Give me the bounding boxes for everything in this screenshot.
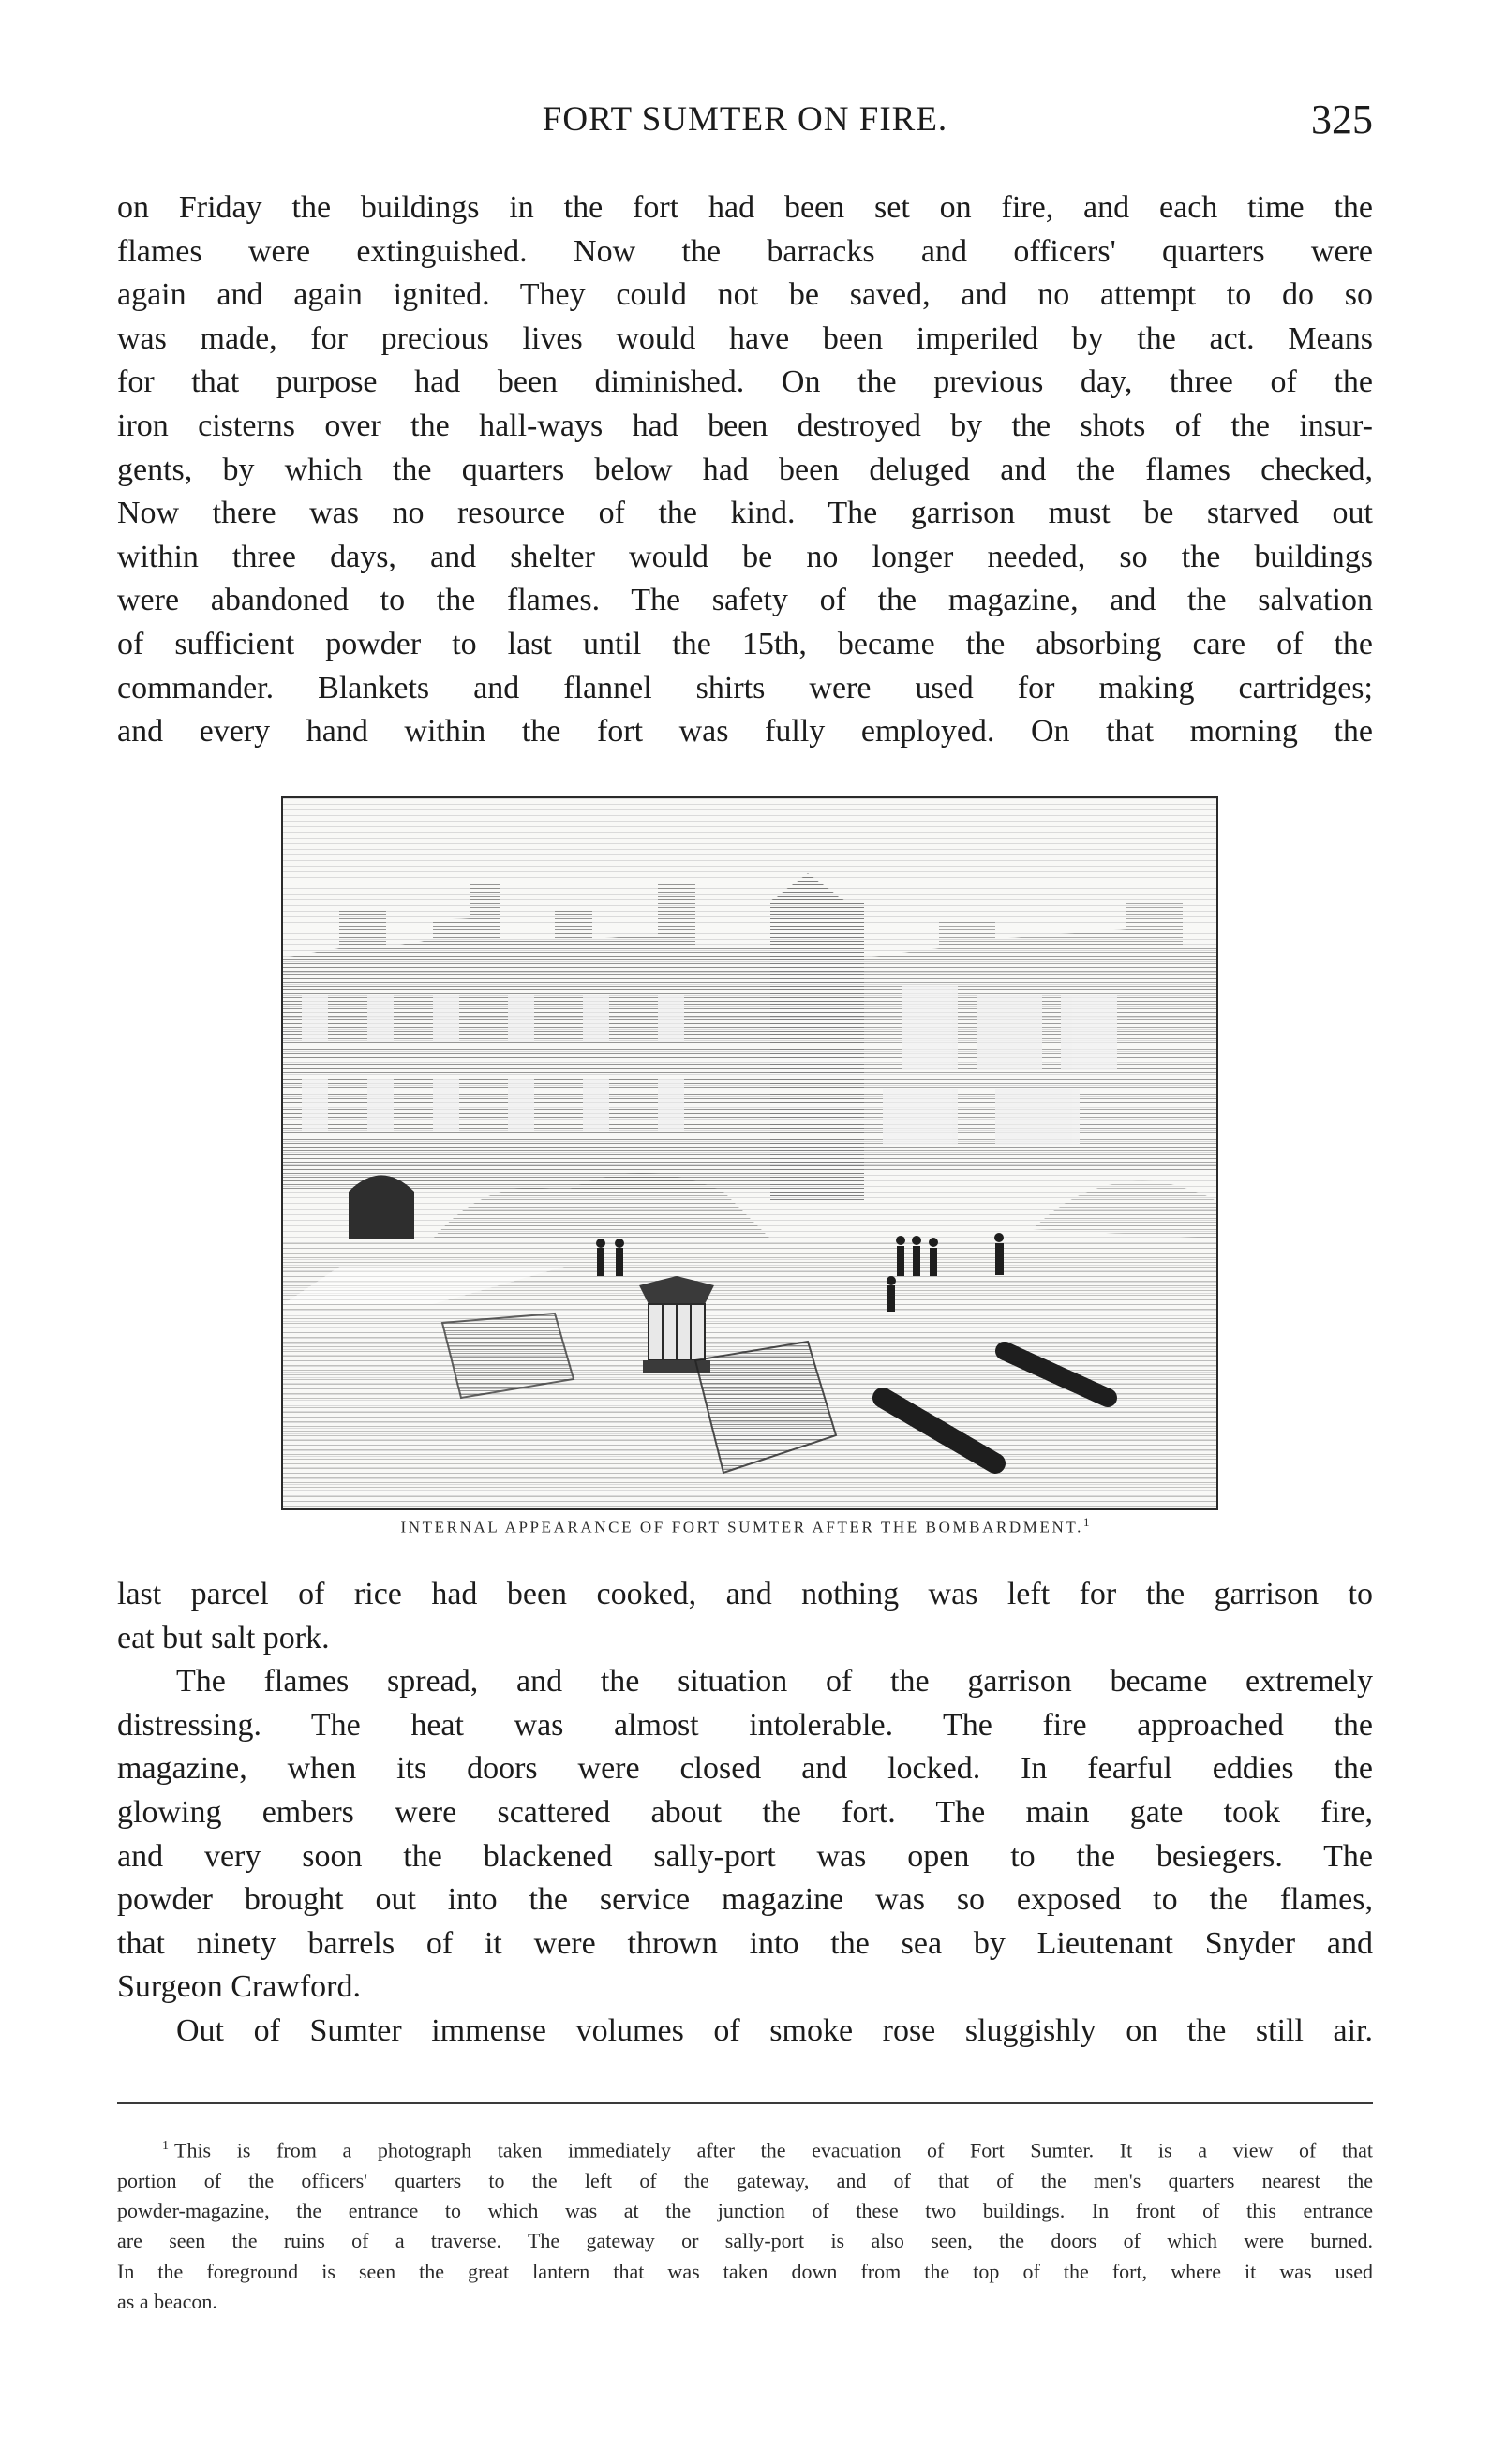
footnote-line: In the foreground is seen the great lantern that was taken down from the top of the fort, where it was used	[117, 2259, 1373, 2283]
text-line: Surgeon Crawford.	[117, 1969, 361, 2005]
text-line: gents, by which the quarters below had been deluged and the flames checked,	[117, 452, 1373, 487]
footnote-line: as a beacon.	[117, 2289, 217, 2313]
text-line: that ninety barrels of it were thrown into the sea by Lieutenant Snyder and	[117, 1925, 1373, 1961]
footnote-line: powder-magazine, the entrance to which was at the junction of these two buildings. In front of this entrance	[117, 2198, 1373, 2222]
page-number: 325	[1311, 96, 1373, 142]
footnote-rule	[117, 2102, 1373, 2104]
running-head	[117, 96, 1373, 156]
text-line: Out of Sumter immense volumes of smoke rose sluggishly on the still air.	[176, 2012, 1373, 2048]
text-line: last parcel of rice had been cooked, and nothing was left for the garrison to	[117, 1577, 1373, 1611]
text-line: again and again ignited. They could not be saved, and no attempt to do so	[117, 277, 1373, 313]
text-line: of sufficient powder to last until the 15th, became the absorbing care of the	[117, 626, 1373, 661]
figure-caption	[117, 1515, 1373, 1537]
footnote-line	[117, 2131, 1373, 2166]
body-text-top	[117, 186, 1373, 754]
text-line: and very soon the blackened sally-port was open to the besiegers. The	[117, 1838, 1373, 1874]
running-title: FORT SUMTER ON FIRE.	[542, 100, 948, 139]
magazine-entrance-arch	[349, 1176, 414, 1239]
gateway-tower	[770, 873, 864, 1201]
text-line: distressing. The heat was almost intolerable. The fire approached the	[117, 1707, 1373, 1743]
footnote-line: portion of the officers' quarters to the left of the gateway, and of that of the men's quarters nearest the	[117, 2168, 1373, 2192]
text-line: within three days, and shelter would be no longer needed, so the buildings	[117, 539, 1373, 574]
text-line: flames were extinguished. Now the barracks and officers' quarters were	[117, 233, 1373, 269]
footnote-line: are seen the ruins of a traverse. The gateway or sally-port is also seen, the doors of which were burned.	[117, 2229, 1373, 2253]
footnote-mark: 1	[162, 2139, 169, 2153]
text-line: glowing embers were scattered about the fort. The main gate took fire,	[117, 1794, 1373, 1830]
body-text-bottom	[117, 1573, 1373, 2054]
text-line: iron cisterns over the hall-ways had been destroyed by the shots of the insur-	[117, 408, 1373, 443]
text-line: was made, for precious lives would have been imperiled by the act. Means	[117, 320, 1373, 356]
footnote	[117, 2131, 1373, 2317]
text-line: and every hand within the fort was fully employed. On that morning the	[117, 714, 1373, 750]
footnote-text: This is from a photograph taken immediately after the evacuation of Fort Sumter. It is a view of that	[174, 2138, 1373, 2162]
text-line: were abandoned to the flames. The safety of the magazine, and the salvation	[117, 583, 1373, 618]
text-line: magazine, when its doors were closed and locked. In fearful eddies the	[117, 1751, 1373, 1787]
caption-footnote-mark: 1	[1082, 1515, 1090, 1529]
text-line: The flames spread, and the situation of the garrison became extremely	[176, 1664, 1373, 1700]
text-line: commander. Blankets and flannel shirts were used for making cartridges;	[117, 670, 1373, 705]
caption-text: INTERNAL APPEARANCE OF FORT SUMTER AFTER THE BOMBARDMENT.	[400, 1518, 1083, 1536]
engraving-fort-interior	[281, 796, 1218, 1510]
text-line: powder brought out into the service magazine was so exposed to the flames,	[117, 1882, 1373, 1918]
text-line: eat but salt pork.	[117, 1620, 330, 1655]
engraving-illustration	[283, 798, 1216, 1508]
text-line: Now there was no resource of the kind. The garrison must be starved out	[117, 496, 1373, 531]
text-line: on Friday the buildings in the fort had been set on fire, and each time the	[117, 190, 1373, 225]
text-line: for that purpose had been diminished. On the previous day, three of the	[117, 364, 1373, 400]
